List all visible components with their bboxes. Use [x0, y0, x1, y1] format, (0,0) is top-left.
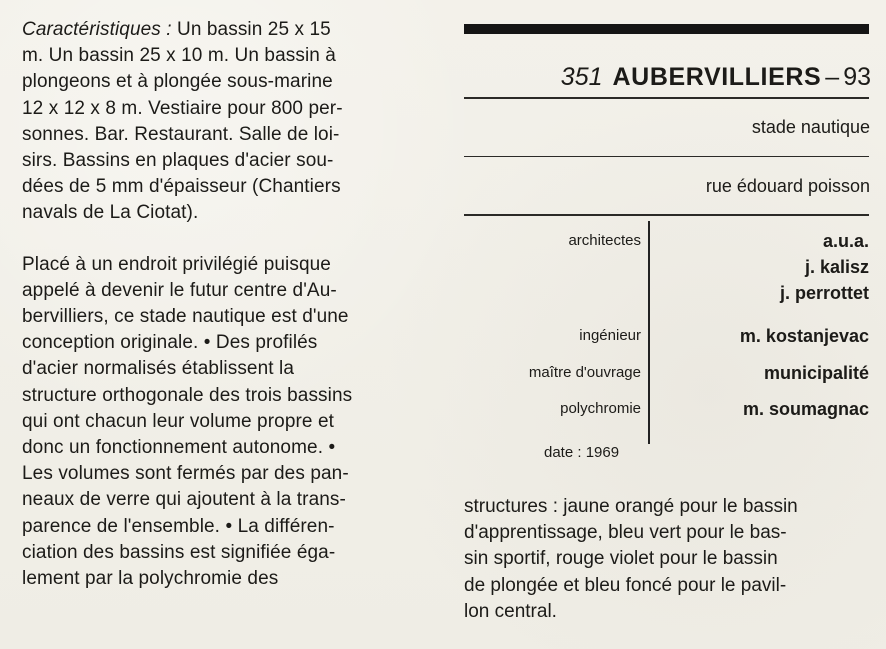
date: date : 1969 [544, 443, 620, 461]
maitre-row [464, 358, 869, 388]
characteristics-line [22, 17, 426, 43]
characteristics-line: plongeons et à plongée sous-marine [22, 71, 333, 93]
characteristics-paragraph [22, 17, 426, 227]
right-column [464, 24, 871, 491]
architectes-value-2: j. kalisz [804, 256, 869, 277]
characteristics-line: sonnes. Bar. Restaurant. Salle de loi- [22, 123, 340, 145]
right-text-line: sin sportif, rouge violet pour le bassin [464, 548, 778, 570]
address-rule [464, 214, 869, 216]
department-number: 93 [843, 63, 871, 91]
description-line: qui ont chacun leur volume propre et [22, 410, 335, 432]
architectes-value-1: a.u.a. [822, 230, 869, 251]
header-thick-rule [464, 24, 869, 34]
characteristics-line: m. Un bassin 25 x 10 m. Un bassin à [22, 45, 336, 67]
description-line: ciation des bassins est signifiée éga- [22, 541, 336, 563]
description-line: neaux de verre qui ajoutent à la trans- [22, 489, 346, 511]
maitre-value: municipalité [763, 362, 869, 383]
project-address-text: rue édouard poisson [705, 175, 870, 196]
ingenieur-value: m. kostanjevac [739, 325, 869, 346]
right-text-line: lon central. [464, 600, 557, 622]
characteristics-line: navals de La Ciotat). [22, 202, 199, 224]
right-text-paragraph [464, 494, 870, 625]
architectes-value-3: j. perrottet [779, 282, 869, 303]
description-line: d'acier normalisés établissent la [22, 358, 294, 380]
description-line: lement par la polychromie des [22, 568, 279, 590]
description-line: Placé à un endroit privilégié puisque [22, 253, 331, 275]
polychromie-label: polychromie [560, 399, 641, 417]
polychromie-value: m. soumagnac [742, 398, 869, 419]
architectes-label: architectes [568, 231, 641, 249]
description-line: appelé à devenir le futur centre d'Au- [22, 279, 337, 301]
characteristics-line: dées de 5 mm d'épaisseur (Chantiers [22, 176, 341, 198]
description-line: Les volumes sont fermés par des pan- [22, 463, 349, 485]
description-line: conception originale. • Des profilés [22, 332, 318, 354]
characteristics-line: sirs. Bassins en plaques d'acier sou- [22, 150, 334, 172]
left-column [22, 17, 426, 617]
project-title [464, 48, 871, 90]
characteristics-first-line: Un bassin 25 x 15 [171, 19, 331, 40]
title-dash: – [825, 63, 840, 91]
right-text-line: de plongée et bleu foncé pour le pavil- [464, 574, 787, 596]
ingenieur-row [464, 321, 869, 351]
project-address [464, 157, 871, 214]
description-line: donc un fonctionnement autonome. • [22, 437, 336, 459]
characteristics-label: Caractéristiques : [22, 19, 172, 40]
description-line: parence de l'ensemble. • La différen- [22, 515, 335, 537]
description-paragraph [22, 252, 426, 593]
characteristics-line: 12 x 12 x 8 m. Vestiaire pour 800 per- [22, 97, 343, 119]
city-name: AUBERVILLIERS [612, 63, 822, 91]
credits-block [464, 221, 871, 491]
right-text-line: structures : jaune orangé pour le bassin [464, 496, 798, 517]
ingenieur-label: ingénieur [579, 326, 641, 344]
polychromie-row [464, 394, 869, 424]
architectes-row-3 [464, 278, 869, 308]
maitre-label: maître d'ouvrage [528, 363, 641, 381]
project-name [464, 99, 871, 156]
right-text-line: d'apprentissage, bleu vert pour le bas- [464, 522, 787, 544]
description-line: structure orthogonale des trois bassins [22, 384, 353, 406]
description-line: bervilliers, ce stade nautique est d'une [22, 306, 349, 328]
project-number: 351 [560, 63, 603, 91]
project-name-text: stade nautique [751, 117, 870, 137]
